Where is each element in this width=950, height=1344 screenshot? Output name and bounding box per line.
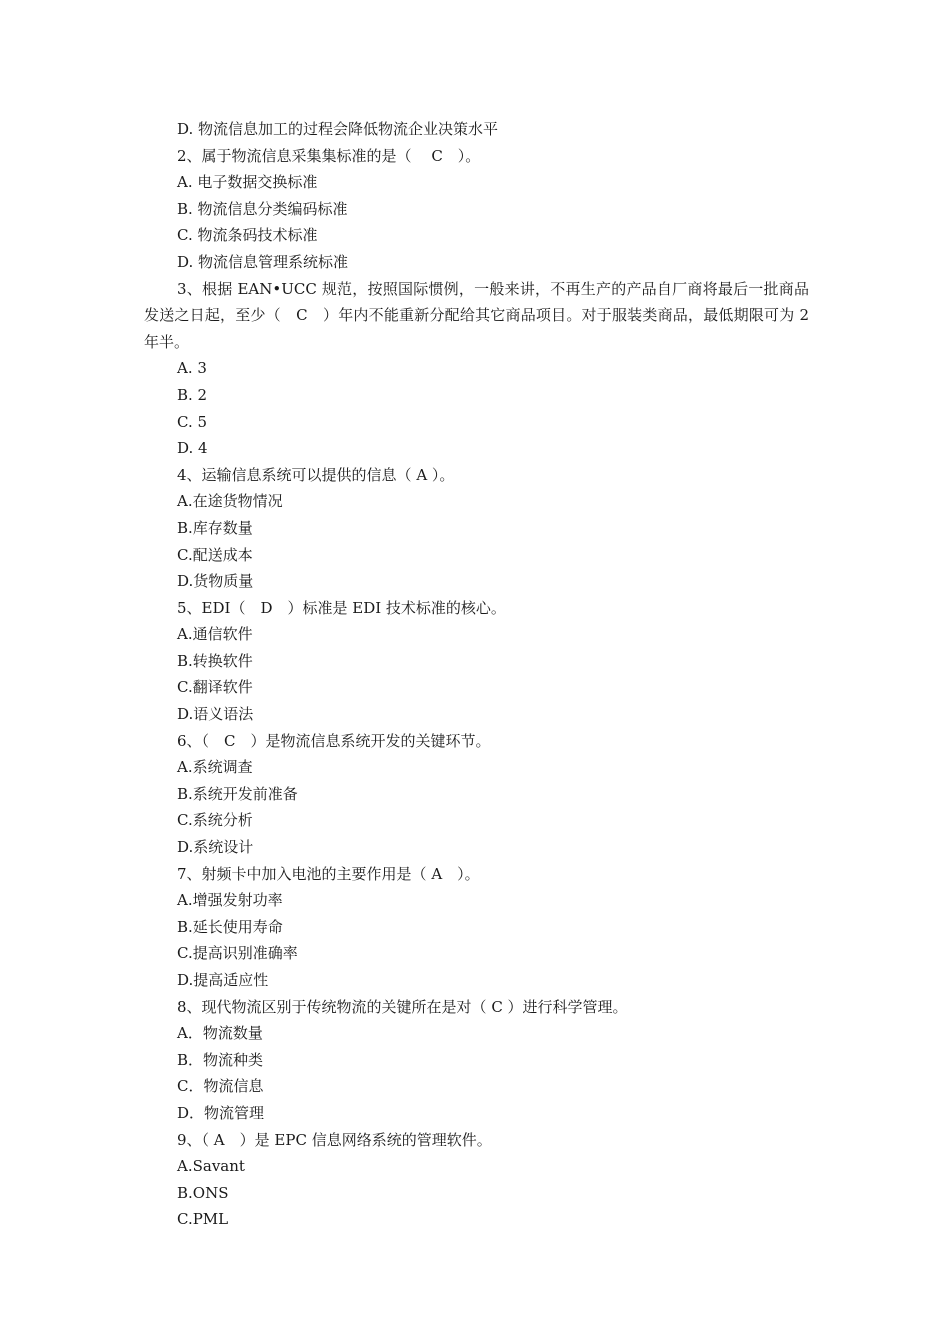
option-line: A.Savant xyxy=(177,1157,245,1176)
option-line: D.提高适应性 xyxy=(177,971,269,989)
option-line: D. 物流信息管理系统标准 xyxy=(177,252,349,271)
option-line: D.系统设计 xyxy=(177,838,254,857)
question-9: 9、（ A ）是 EPC 信息网络系统的管理软件。 xyxy=(177,1130,492,1149)
text-line: D. 物流信息加工的过程会降低物流企业决策水平 xyxy=(177,120,499,138)
option-line: A. 电子数据交换标准 xyxy=(177,173,318,192)
option-line: D.语义语法 xyxy=(177,705,254,724)
option-line: C.PML xyxy=(177,1210,229,1229)
option-line: C.翻译软件 xyxy=(177,678,253,697)
option-line: C. 5 xyxy=(177,412,208,431)
option-line: D. 4 xyxy=(177,439,208,458)
option-line: C.提高识别准确率 xyxy=(177,944,298,963)
question-2: 2、属于物流信息采集集标准的是（ C ）。 xyxy=(177,146,481,165)
question-list xyxy=(144,116,809,1233)
option-line: B. 物流信息分类编码标准 xyxy=(177,199,348,218)
option-line: D.货物质量 xyxy=(177,572,254,591)
option-line: B．物流种类 xyxy=(177,1050,264,1069)
option-line: A.系统调查 xyxy=(177,758,253,777)
option-line: B.转换软件 xyxy=(177,651,253,670)
question-5: 5、EDI（ D ）标准是 EDI 技术标准的核心。 xyxy=(177,598,506,617)
option-line: D．物流管理 xyxy=(177,1103,265,1122)
option-line: C.系统分析 xyxy=(177,811,253,830)
option-line: A.增强发射功率 xyxy=(177,891,283,910)
option-line: B.ONS xyxy=(177,1183,229,1202)
option-line: A.通信软件 xyxy=(177,625,253,644)
option-line: A. 3 xyxy=(177,359,207,378)
option-line: B. 2 xyxy=(177,385,208,404)
option-line: C．物流信息 xyxy=(177,1077,264,1096)
question-3: 3、根据 EAN•UCC 规范，按照国际惯例，一般来讲，不再生产的产品自厂商将最后一批商品发送之日起，至少（ C ）年内不能重新分配给其它商品项目。对于服装类商品，最低期限可为 2 年半。 xyxy=(144,279,809,351)
option-line: B.系统开发前准备 xyxy=(177,784,298,803)
option-line: A.在途货物情况 xyxy=(177,492,283,511)
option-line: C. 物流条码技术标准 xyxy=(177,226,318,245)
option-line: A．物流数量 xyxy=(177,1024,263,1043)
option-line: C.配送成本 xyxy=(177,545,253,564)
option-line: B.延长使用寿命 xyxy=(177,917,283,936)
question-8: 8、现代物流区别于传统物流的关键所在是对（ C ）进行科学管理。 xyxy=(177,997,628,1016)
question-4: 4、运输信息系统可以提供的信息（ A ）。 xyxy=(177,465,455,484)
question-6: 6、（ C ）是物流信息系统开发的关键环节。 xyxy=(177,731,491,750)
question-7: 7、射频卡中加入电池的主要作用是（ A ）。 xyxy=(177,864,480,883)
option-line: B.库存数量 xyxy=(177,518,253,537)
